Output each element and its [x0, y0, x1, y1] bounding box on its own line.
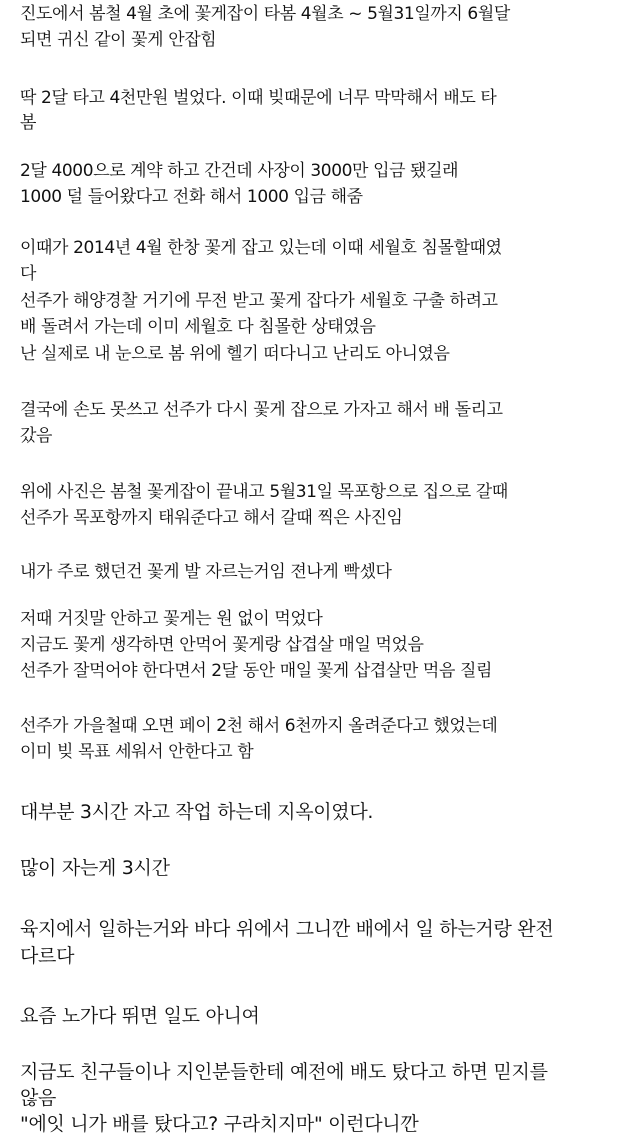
paragraph-7-line-1: 내가 주로 했던건 꽃게 발 자르는거임 젼나게 빡셌다	[20, 562, 392, 582]
paragraph-4-line-4: 배 돌려서 가는데 이미 세월호 다 침몰한 상태였음	[20, 317, 376, 337]
paragraph-12-line-2: 다르다	[20, 945, 75, 967]
paragraph-3-line-2: 1000 덜 들어왔다고 전화 해서 1000 입금 해줌	[20, 187, 363, 207]
paragraph-14-line-1: 지금도 친구들이나 지인분들한테 예전에 배도 탔다고 하면 믿지를	[20, 1061, 548, 1083]
paragraph-12-line-1: 육지에서 일하는거와 바다 위에서 그니깐 배에서 일 하는거랑 완전	[20, 918, 554, 940]
paragraph-5-line-1: 결국에 손도 못쓰고 선주가 다시 꽃게 잡으로 가자고 해서 배 돌리고	[20, 400, 503, 420]
paragraph-9-line-1: 선주가 가을철때 오면 페이 2천 해서 6천까지 올려준다고 했었는데	[20, 716, 498, 736]
paragraph-8-line-3: 선주가 잘먹어야 한다면서 2달 동안 매일 꽃게 삽겹살만 먹음 질림	[20, 661, 493, 681]
paragraph-11-line-1: 많이 자는게 3시간	[20, 857, 170, 879]
paragraph-2-line-1: 딱 2달 타고 4천만원 벌었다. 이때 빚때문에 너무 막막해서 배도 타	[20, 88, 497, 108]
paragraph-4-line-3: 선주가 해양경찰 거기에 무전 받고 꽃게 잡다가 세월호 구출 하려고	[20, 291, 498, 311]
paragraph-14-line-3: "에잇 니가 배를 탔다고? 구라치지마" 이런다니깐	[20, 1113, 419, 1135]
paragraph-1-line-2: 되면 귀신 같이 꽃게 안잡힘	[20, 30, 217, 50]
paragraph-8-line-2: 지금도 꽃게 생각하면 안먹어 꽃게랑 삽겹살 매일 먹었음	[20, 635, 424, 655]
paragraph-4-line-5: 난 실제로 내 눈으로 봄 위에 헬기 떠다니고 난리도 아니였음	[20, 344, 450, 364]
paragraph-4-line-1: 이때가 2014년 4월 한창 꽃게 잡고 있는데 이때 세월호 침몰할때였	[20, 238, 502, 258]
paragraph-3-line-1: 2달 4000으로 계약 하고 간건데 사장이 3000만 입금 됐길래	[20, 161, 459, 181]
paragraph-6-line-2: 선주가 목포항까지 태워준다고 해서 갈때 찍은 사진임	[20, 508, 403, 528]
paragraph-10-line-1: 대부분 3시간 자고 작업 하는데 지옥이였다.	[20, 801, 374, 823]
paragraph-4-line-2: 다	[20, 264, 37, 284]
paragraph-5-line-2: 갔음	[20, 426, 53, 446]
paragraph-8-line-1: 저때 거짓말 안하고 꽃게는 원 없이 먹었다	[20, 609, 323, 629]
paragraph-14-line-2: 않음	[20, 1087, 57, 1109]
paragraph-1-line-1: 진도에서 봄철 4월 초에 꽃게잡이 타봄 4월초 ~ 5월31일까지 6월달	[20, 4, 510, 24]
paragraph-13-line-1: 요즘 노가다 뛰면 일도 아니여	[20, 1005, 260, 1027]
paragraph-2-line-2: 봄	[20, 113, 37, 133]
paragraph-9-line-2: 이미 빚 목표 세워서 안한다고 함	[20, 742, 254, 762]
paragraph-6-line-1: 위에 사진은 봄철 꽃게잡이 끝내고 5월31일 목포항으로 집으로 갈때	[20, 482, 508, 502]
